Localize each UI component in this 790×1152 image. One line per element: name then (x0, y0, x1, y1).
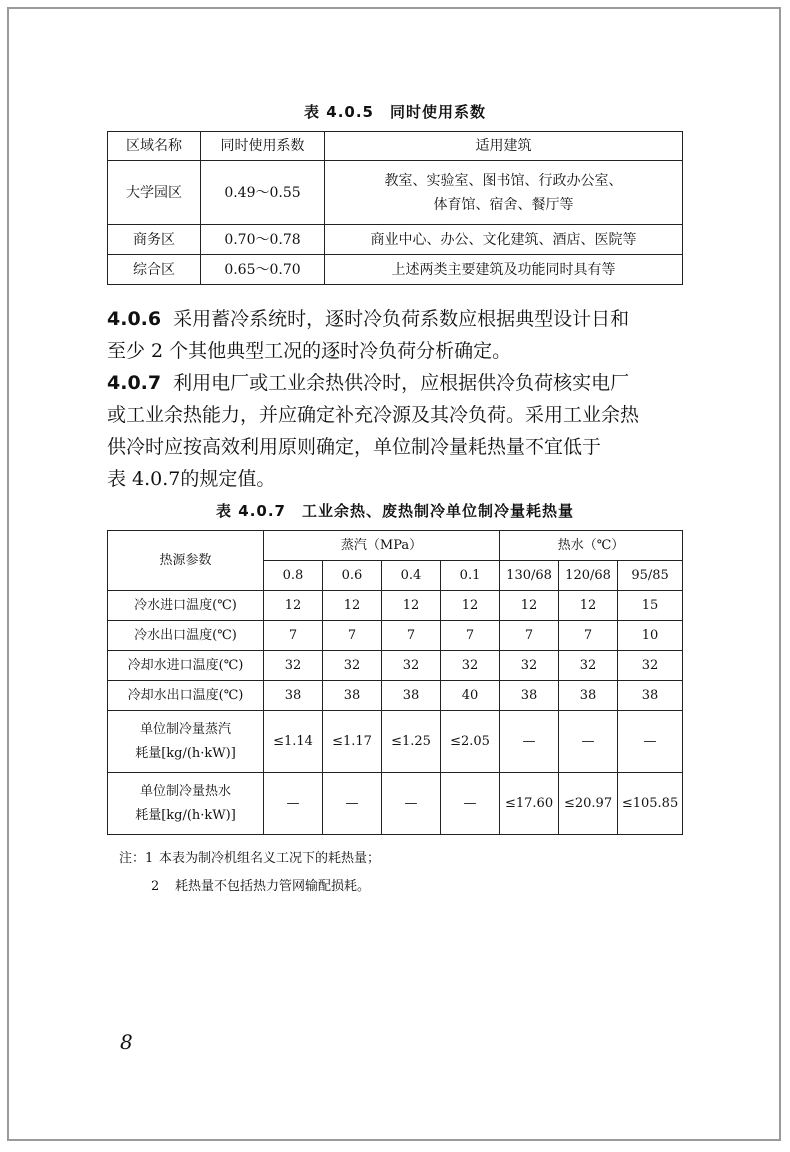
sub-header-cell: 0.6 (323, 561, 382, 591)
row-label-line: 耗量[kg/(h·kW)] (135, 807, 236, 823)
coef-cell: 0.65～0.70 (201, 255, 325, 285)
building-line: 教室、实验室、图书馆、行政办公室、 (384, 172, 623, 189)
row-label: 冷水出口温度(℃) (108, 621, 264, 651)
value-cell: 32 (323, 651, 382, 681)
section-text: 采用蓄冷系统时，逐时冷负荷系数应根据典型设计日和 (173, 308, 630, 330)
value-cell: 32 (382, 651, 441, 681)
value-cell: 12 (441, 591, 500, 621)
value-cell: ≤20.97 (559, 773, 618, 835)
value-cell: 12 (559, 591, 618, 621)
sub-header-cell: 130/68 (500, 561, 559, 591)
row-label-line: 耗量[kg/(h·kW)] (135, 745, 236, 761)
note-2 (151, 877, 370, 897)
value-cell: ≤105.85 (618, 773, 683, 835)
note-text: 本表为制冷机组名义工况下的耗热量； (159, 851, 381, 866)
value-cell: — (382, 773, 441, 835)
value-cell: 32 (441, 651, 500, 681)
sub-header-cell: 0.4 (382, 561, 441, 591)
value-cell: 12 (323, 591, 382, 621)
value-cell: 38 (618, 681, 683, 711)
sub-header-cell: 120/68 (559, 561, 618, 591)
row-label: 冷却水进口温度(℃) (108, 651, 264, 681)
water-header: 热水（℃） (500, 531, 683, 561)
coef-cell: 0.70～0.78 (201, 225, 325, 255)
note-number: 2 (151, 879, 160, 894)
value-cell: 12 (382, 591, 441, 621)
value-cell: 38 (264, 681, 323, 711)
building-cell (325, 161, 683, 225)
row-label-line: 单位制冷量蒸汽 (139, 721, 231, 737)
value-cell: 7 (500, 621, 559, 651)
table-4-0-5-caption: 表 4.0.5 同时使用系数 (304, 103, 486, 121)
building-cell: 商业中心、办公、文化建筑、酒店、医院等 (325, 225, 683, 255)
table-row (108, 161, 683, 225)
row-label (108, 711, 264, 773)
section-number: 4.0.7 (107, 372, 162, 394)
value-cell: 32 (618, 651, 683, 681)
table-row (108, 591, 683, 621)
table-row (108, 255, 683, 285)
section-4-0-6 (107, 303, 687, 367)
table-4-0-7 (107, 530, 683, 835)
value-cell: 38 (500, 681, 559, 711)
value-cell: ≤1.25 (382, 711, 441, 773)
area-cell: 综合区 (108, 255, 201, 285)
value-cell: 38 (382, 681, 441, 711)
note-prefix: 注：1 (119, 851, 154, 866)
header-cell: 适用建筑 (325, 132, 683, 161)
value-cell: 7 (264, 621, 323, 651)
value-cell: ≤2.05 (441, 711, 500, 773)
param-header: 热源参数 (108, 531, 264, 591)
value-cell: 15 (618, 591, 683, 621)
value-cell: ≤1.17 (323, 711, 382, 773)
section-text: 或工业余热能力，并应确定补充冷源及其冷负荷。采用工业余热 (107, 404, 640, 426)
table-row (108, 621, 683, 651)
area-cell: 大学园区 (108, 161, 201, 225)
value-cell: 7 (559, 621, 618, 651)
value-cell: 32 (500, 651, 559, 681)
value-cell: 12 (264, 591, 323, 621)
value-cell: 32 (264, 651, 323, 681)
building-cell: 上述两类主要建筑及功能同时具有等 (325, 255, 683, 285)
note-1 (119, 849, 380, 869)
value-cell: — (264, 773, 323, 835)
sub-header-cell: 0.1 (441, 561, 500, 591)
table-row (108, 651, 683, 681)
value-cell: ≤17.60 (500, 773, 559, 835)
section-text: 表 4.0.7的规定值。 (107, 468, 276, 490)
value-cell: 7 (323, 621, 382, 651)
value-cell: 12 (500, 591, 559, 621)
value-cell: — (618, 711, 683, 773)
value-cell: 7 (441, 621, 500, 651)
sub-header-cell: 0.8 (264, 561, 323, 591)
note-text: 耗热量不包括热力管网输配损耗。 (175, 879, 371, 894)
table-row (108, 773, 683, 835)
table-4-0-7-caption: 表 4.0.7 工业余热、废热制冷单位制冷量耗热量 (216, 502, 574, 520)
row-label (108, 773, 264, 835)
steam-header: 蒸汽（MPa） (264, 531, 500, 561)
value-cell: 38 (323, 681, 382, 711)
building-line: 体育馆、宿舍、餐厅等 (433, 196, 574, 213)
sub-header-cell: 95/85 (618, 561, 683, 591)
table-row (108, 711, 683, 773)
section-text: 供冷时应按高效利用原则确定，单位制冷量耗热量不宜低于 (107, 436, 602, 458)
value-cell: — (441, 773, 500, 835)
table-4-0-5 (107, 131, 683, 285)
table-row (108, 681, 683, 711)
value-cell: — (500, 711, 559, 773)
coef-cell: 0.49～0.55 (201, 161, 325, 225)
page-number: 8 (120, 1030, 133, 1054)
row-label-line: 单位制冷量热水 (139, 783, 231, 799)
table-row (108, 225, 683, 255)
header-cell: 区域名称 (108, 132, 201, 161)
row-label: 冷水进口温度(℃) (108, 591, 264, 621)
value-cell: ≤1.14 (264, 711, 323, 773)
header-cell: 同时使用系数 (201, 132, 325, 161)
row-label: 冷却水出口温度(℃) (108, 681, 264, 711)
section-text: 利用电厂或工业余热供冷时，应根据供冷负荷核实电厂 (173, 372, 630, 394)
area-cell: 商务区 (108, 225, 201, 255)
value-cell: 40 (441, 681, 500, 711)
value-cell: 32 (559, 651, 618, 681)
value-cell: 38 (559, 681, 618, 711)
section-4-0-7 (107, 367, 687, 495)
value-cell: 7 (382, 621, 441, 651)
value-cell: — (559, 711, 618, 773)
section-number: 4.0.6 (107, 308, 162, 330)
value-cell: — (323, 773, 382, 835)
value-cell: 10 (618, 621, 683, 651)
section-text: 至少 2 个其他典型工况的逐时冷负荷分析确定。 (107, 340, 512, 362)
